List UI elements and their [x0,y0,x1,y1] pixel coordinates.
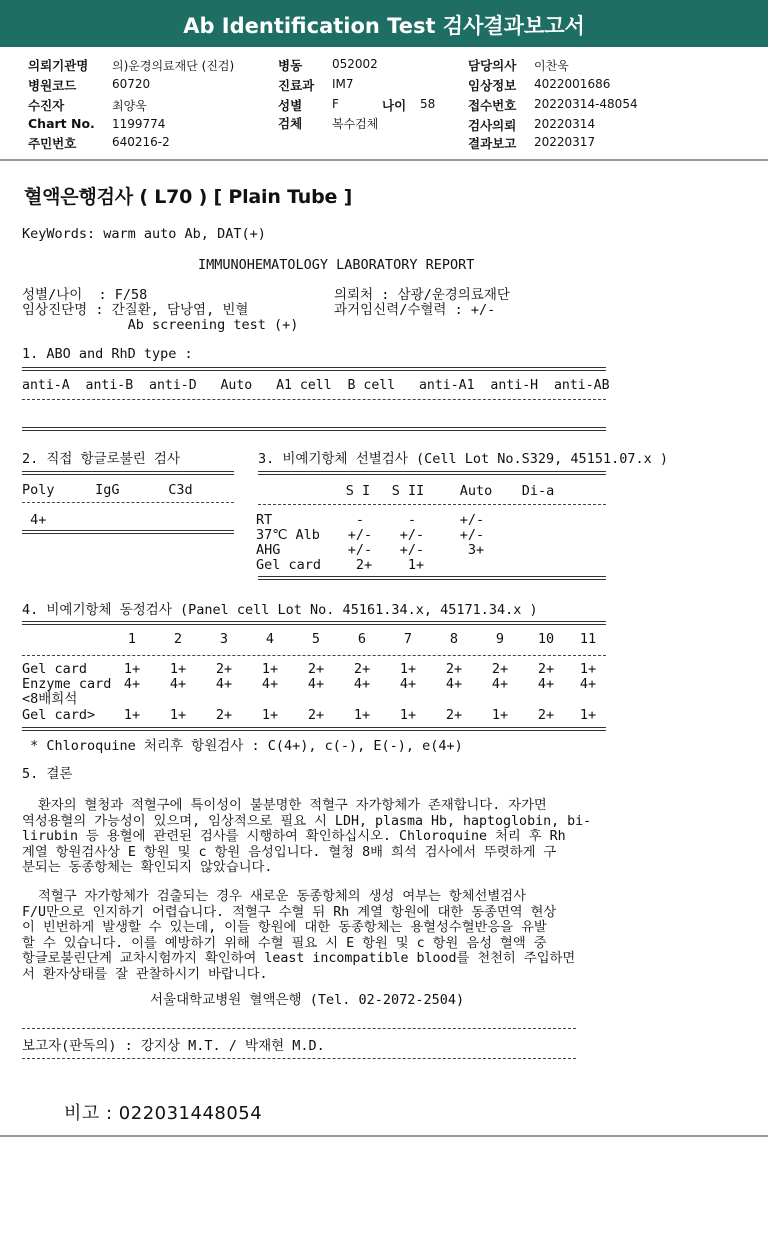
s4-cell: 4+ [445,676,463,692]
s4-cell: 4+ [537,676,555,692]
s4-cell: 2+ [215,707,233,723]
s4-cell: 4+ [579,676,597,692]
reporter-bottom-rule [22,1058,576,1059]
rrn-value: 640216-2 [112,135,170,149]
s3-header-dia: Di-a [521,483,555,499]
specimen-value: 복수검체 [332,117,379,131]
conclusion-paragraph-1 [22,798,632,876]
s4-column-header: 7 [403,631,413,647]
s4-column-header: 1 [127,631,137,647]
s4-row-label-enzyme: Enzyme card [22,676,112,692]
rrn-label: 주민번호 [28,136,77,151]
keywords: KeyWords: warm auto Ab, DAT(+) [22,226,266,242]
s4-cell: 1+ [123,707,141,723]
s4-cell: 2+ [537,707,555,723]
info-requester: 의뢰처 : 삼광/운경의료재단 [334,287,510,303]
s4-column-header: 11 [579,631,597,647]
reporter-top-rule [22,1028,576,1029]
dept-label: 진료과 [278,78,315,93]
s3-header-auto: Auto [459,483,493,499]
s3-cell: +/- [347,542,373,558]
conclusion-line: 환자의 혈청과 적혈구에 특이성이 불분명한 적혈구 자가항체가 존재합니다. 자가면 [22,798,547,813]
section2-title: 2. 직접 항글로불린 검사 [22,451,181,467]
section3-bottom-rule [258,576,606,580]
s4-row-label-gel: Gel card [22,661,88,677]
section2-values: 4+ [22,512,47,528]
section1-title: 1. ABO and RhD type : [22,346,193,362]
s3-cell: +/- [459,512,485,528]
header-divider [0,159,768,161]
s4-column-header: 8 [449,631,459,647]
s4-column-header: 2 [173,631,183,647]
s4-cell: 2+ [491,661,509,677]
s4-cell: 2+ [307,707,325,723]
info-diagnosis: 임상진단명 : 간질환, 담낭염, 빈혈 [22,302,249,318]
s4-cell: 1+ [579,707,597,723]
s4-cell: 1+ [169,661,187,677]
footer-divider [0,1135,768,1137]
s3-cell: - [407,512,417,528]
doctor-value: 이찬욱 [534,59,569,73]
s3-row-label: AHG [256,542,281,558]
section5-title: 5. 결론 [22,766,73,782]
s4-cell: 4+ [399,676,417,692]
report-banner-title: Ab Identification Test 검사결과보고서 [0,0,768,47]
age-value: 58 [420,97,436,111]
conclusion-line: 서 환자상태를 잘 관찰하시기 바랍니다. [22,966,268,982]
ward-value: 052002 [332,57,378,71]
section4-top-rule [22,621,606,625]
s4-cell: 4+ [261,676,279,692]
s4-cell: 4+ [123,676,141,692]
s3-cell: +/- [399,527,425,543]
s3-cell: 2+ [355,557,373,573]
s4-cell: 4+ [215,676,233,692]
s4-column-header: 6 [357,631,367,647]
conclusion-line: 역성용혈의 가능성이 있으며, 임상적으로 필요 시 LDH, plasma Hb, haptoglobin, bi- [22,813,592,829]
doctor-label: 담당의사 [468,58,517,73]
conclusion-line: 할 수 있습니다. 이를 예방하기 위해 수혈 필요 시 E 항원 및 c 항원 음성 혈액 중 [22,935,547,951]
s3-row-label: 37℃ Alb [256,527,320,543]
s4-cell: 2+ [353,661,371,677]
s4-cell: 1+ [579,661,597,677]
section4-bottom-rule [22,727,606,731]
s3-row-label: Gel card [256,557,322,573]
conclusion-line: 적혈구 자가항체가 검출되는 경우 새로운 동종항체의 생성 여부는 항체선별검사 [22,889,526,904]
receipt-value: 20220314-48054 [534,97,638,111]
conclusion-line: F/U만으로 인지하기 어렵습니다. 적혈구 수혈 뒤 Rh 계열 항원에 대한 동종면역 현상 [22,904,557,920]
s3-cell: +/- [399,542,425,558]
section2-top-rule [22,471,234,475]
s3-cell: 1+ [407,557,425,573]
section3-top-rule [258,471,606,475]
conclusion-line: 분되는 동종항체는 확인되지 않았습니다. [22,860,273,875]
report-date-value: 20220317 [534,135,596,149]
chart-value: 1199774 [112,117,166,131]
section2-headers: Poly IgG C3d [22,482,193,498]
s4-column-header: 9 [495,631,505,647]
s4-cell: 2+ [537,661,555,677]
section3-mid-rule [258,504,606,505]
s4-cell: 1+ [399,707,417,723]
info-history: 과거임신력/수혈력 : +/- [334,302,496,318]
s4-cell: 4+ [307,676,325,692]
section2-mid-rule [22,502,234,503]
s4-column-header: 3 [219,631,229,647]
section2-bottom-rule [22,530,234,534]
s4-cell: 2+ [445,707,463,723]
section1-bottom-rule [22,427,606,431]
s4-cell: 1+ [491,707,509,723]
info-screening: Ab screening test (+) [22,317,299,333]
section1-top-rule [22,367,606,371]
s4-column-header: 10 [537,631,555,647]
conclusion-line: lirubin 등 용혈에 관련된 검사를 시행하여 확인하십시오. Chloroquine 처리 후 Rh [22,829,566,844]
conclusion-line: 이 빈번하게 발생할 수 있는데, 이들 항원에 대한 동종항체는 용혈성수혈반응을 유발 [22,920,547,935]
s4-row-label-gel-diluted: Gel card> [22,707,96,723]
s3-cell: +/- [459,527,485,543]
patient-value: 최양욱 [112,99,147,113]
s3-cell: 3+ [467,542,485,558]
hospital-label: 의뢰기관명 [28,58,89,73]
sex-value: F [332,97,339,111]
clinical-label: 임상정보 [468,78,517,93]
section1-headers: anti-A anti-B anti-D Auto A1 cell B cell anti-A1 anti-H anti-AB [22,378,610,393]
clinical-value: 4022001686 [534,77,611,91]
conclusion-line: 항글로불린단계 교차시험까지 확인하여 least incompatible blood를 천천히 주입하면 [22,951,576,966]
s4-cell: 1+ [261,661,279,677]
s4-cell: 1+ [261,707,279,723]
section4-mid-rule [22,655,606,656]
s3-header-s2: S II [391,483,425,499]
conclusion-paragraph-2 [22,889,632,982]
s3-cell: +/- [347,527,373,543]
s4-column-header: 5 [311,631,321,647]
s4-cell: 4+ [169,676,187,692]
s4-row-label-dilution: <8배희석 [22,691,78,707]
s4-cell: 2+ [307,661,325,677]
receipt-label: 접수번호 [468,98,517,113]
section4-note: * Chloroquine 처리후 항원검사 : C(4+), c(-), E(-), e(4+) [22,738,463,754]
ward-label: 병동 [278,58,303,73]
info-sex-age: 성별/나이 : F/58 [22,287,148,303]
dept-value: IM7 [332,77,354,91]
request-label: 검사의뢰 [468,118,517,133]
reporter-line: 보고자(판독의) : 강지상 M.T. / 박재현 M.D. [22,1038,325,1054]
s4-cell: 2+ [215,661,233,677]
s4-cell: 4+ [353,676,371,692]
s4-cell: 1+ [399,661,417,677]
age-label: 나이 [382,98,407,113]
s4-cell: 1+ [353,707,371,723]
footer-lab-contact: 서울대학교병원 혈액은행 (Tel. 02-2072-2504) [150,992,465,1008]
report-date-label: 결과보고 [468,136,517,151]
hospcode-value: 60720 [112,77,151,91]
lab-report-title: IMMUNOHEMATOLOGY LABORATORY REPORT [198,257,475,273]
s4-cell: 4+ [491,676,509,692]
document-title: 혈액은행검사 ( L70 ) [ Plain Tube ] [24,186,353,208]
section1-mid-rule [22,399,606,400]
section3-title: 3. 비예기항체 선별검사 (Cell Lot No.S329, 45151.07.x ) [258,451,668,467]
s4-cell: 1+ [169,707,187,723]
section4-title: 4. 비예기항체 동정검사 (Panel cell Lot No. 45161.34.x, 45171.34.x ) [22,602,538,618]
specimen-label: 검체 [278,116,303,131]
s4-cell: 1+ [123,661,141,677]
s3-row-label: RT [256,512,273,528]
chart-label: Chart No. [28,116,95,131]
s4-column-header: 4 [265,631,275,647]
conclusion-line: 계열 항원검사상 E 항원 및 c 항원 음성입니다. 혈청 8배 희석 검사에서 뚜렷하게 구 [22,844,557,860]
request-value: 20220314 [534,117,596,131]
sex-label: 성별 [278,98,303,113]
remark: 비고 : 022031448054 [64,1103,263,1124]
s3-cell: - [355,512,365,528]
patient-label: 수진자 [28,98,65,113]
hospital-value: 의)운경의료재단 (진검) [112,59,235,73]
s4-cell: 2+ [445,661,463,677]
s3-header-s1: S I [345,483,371,499]
hospcode-label: 병원코드 [28,78,77,93]
